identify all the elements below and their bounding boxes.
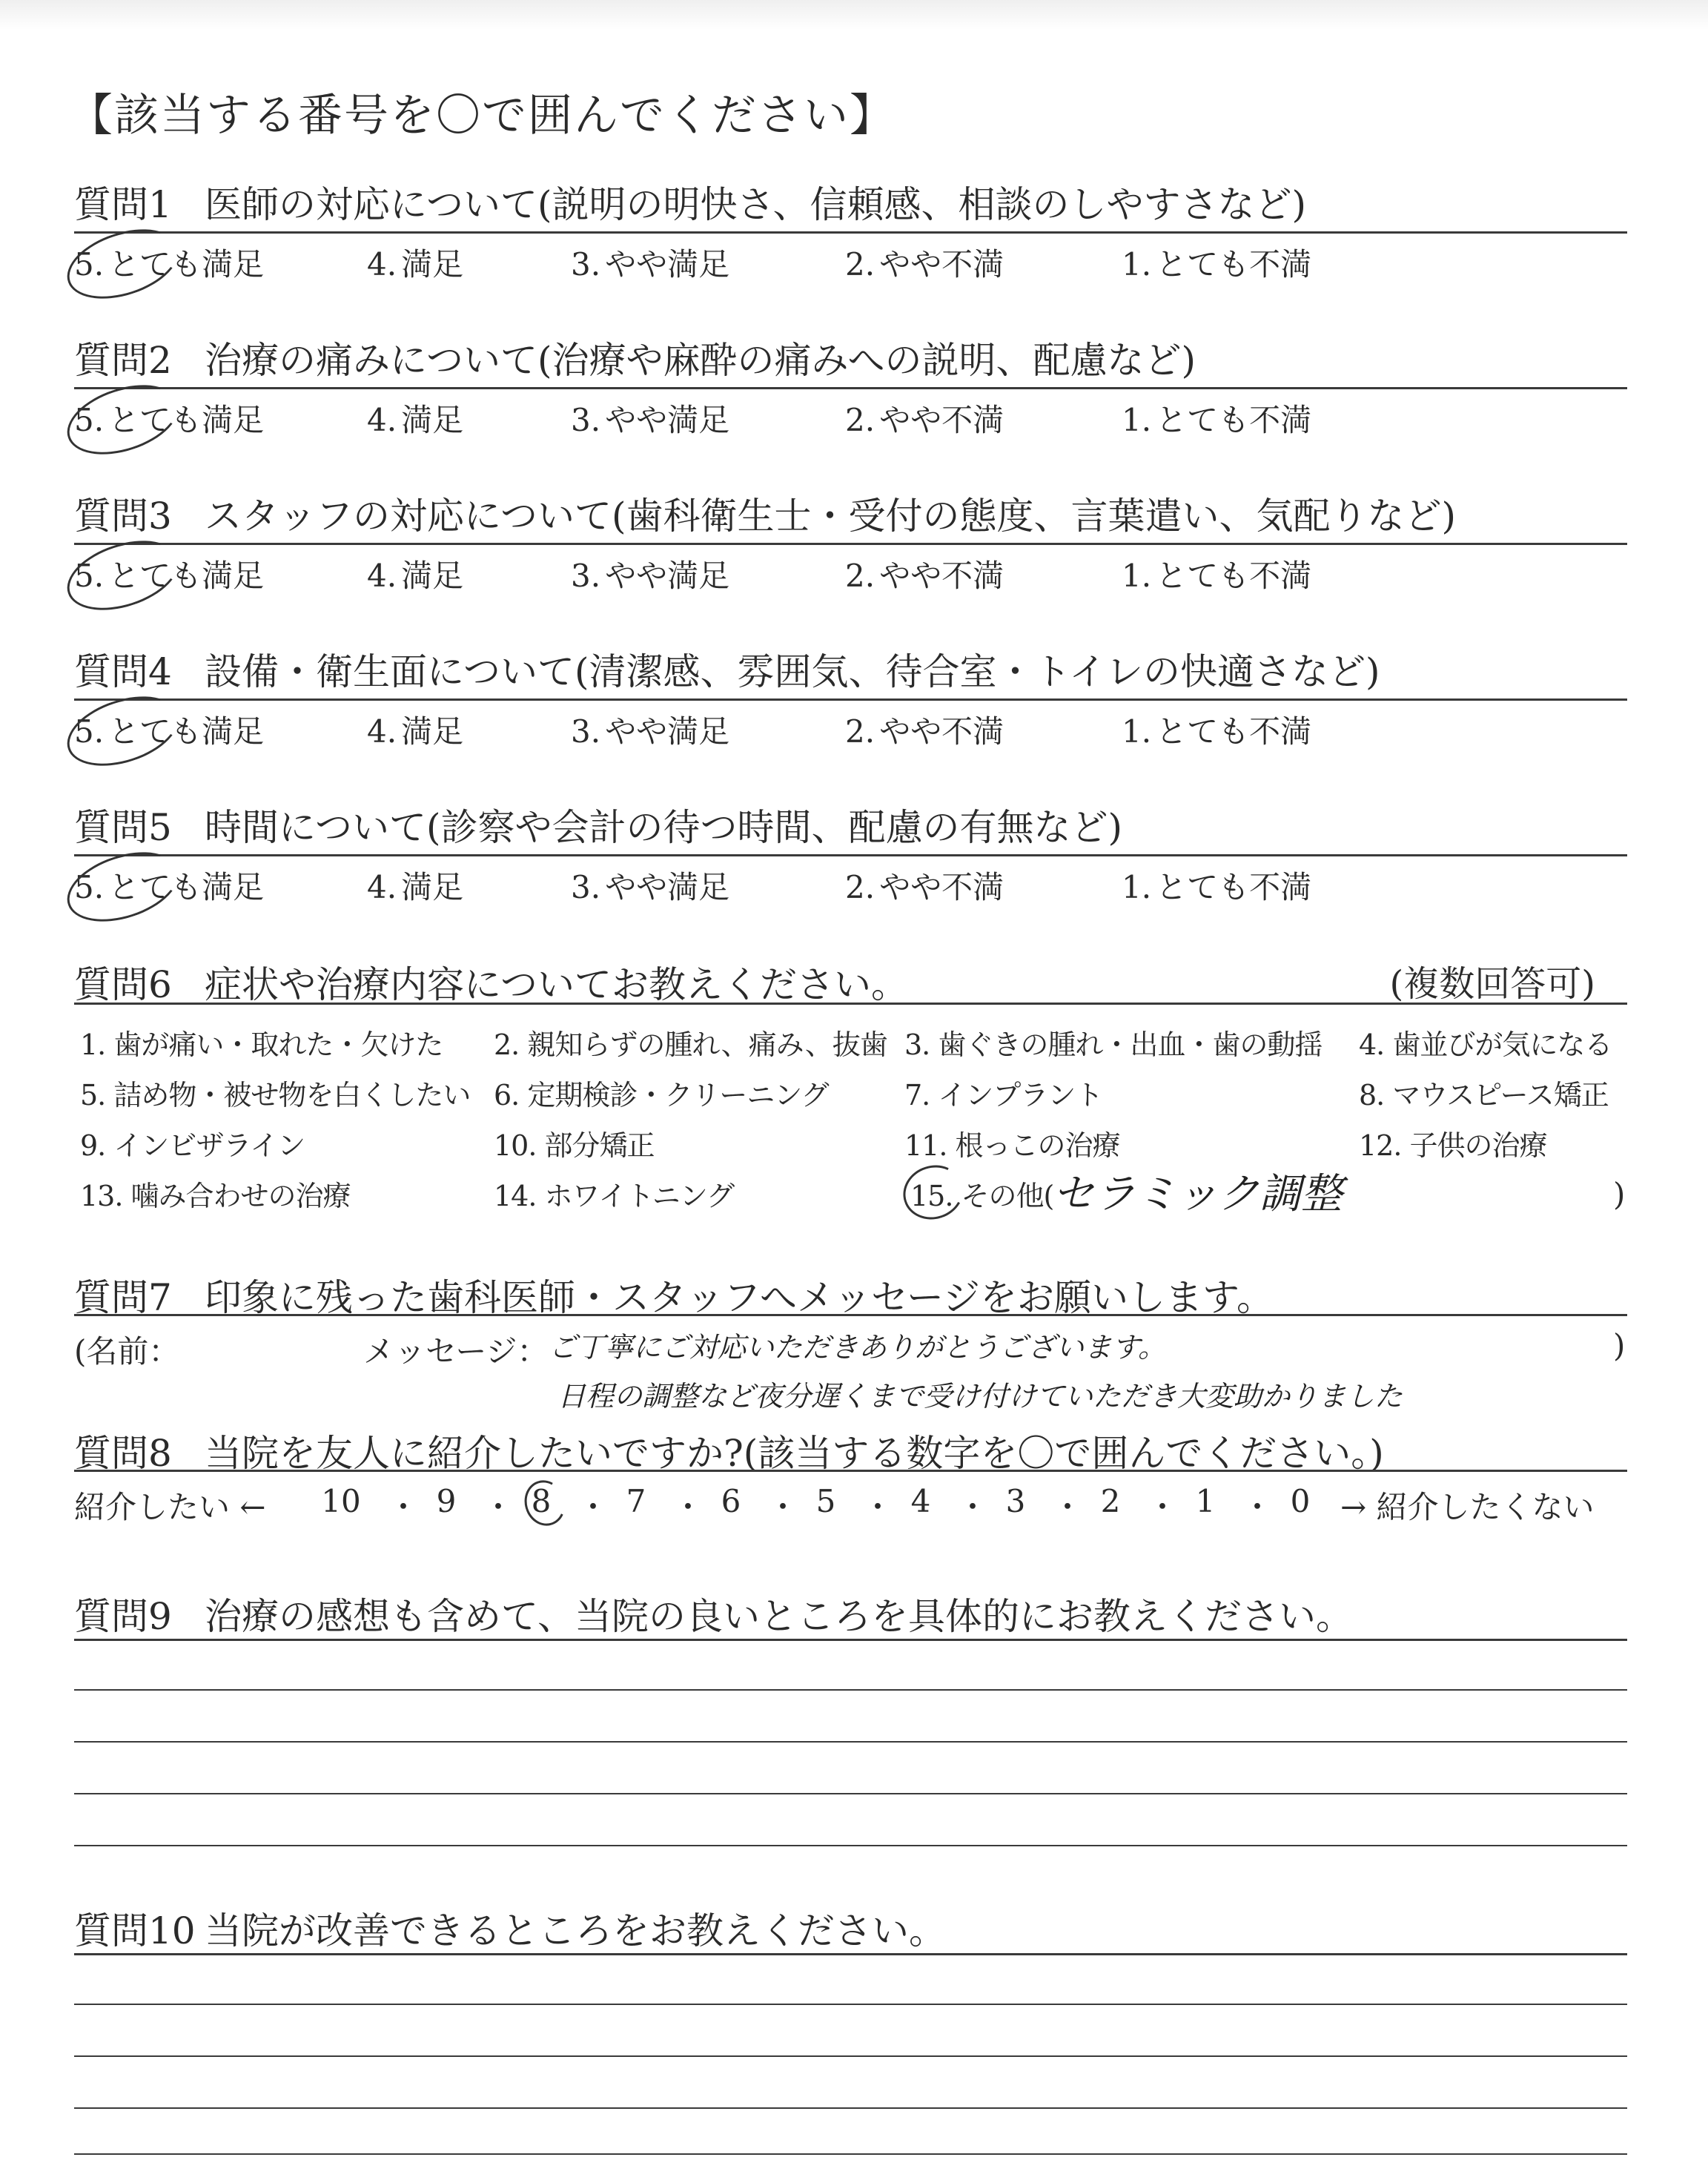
q8-rule [74, 1470, 1627, 1472]
option-label: やや不満 [879, 558, 1004, 594]
option-number: 5. [74, 246, 105, 283]
q8-sep: ・ [767, 1489, 799, 1525]
option-label: やや満足 [605, 246, 730, 283]
option-label: とても不満 [1156, 713, 1312, 750]
q8-left-label: 紹介したい ← [74, 1489, 266, 1525]
q8-sep: ・ [957, 1489, 989, 1525]
q6-item-1[interactable]: 1. 歯が痛い・取れた・欠けた [80, 1028, 443, 1061]
q9-answer-line[interactable] [74, 1793, 1627, 1794]
q1-text: 医師の対応について(説明の明快さ、信頼感、相談のしやすさなど) [205, 183, 1307, 226]
q8-right-label: → 紹介したくない [1340, 1489, 1595, 1525]
q8-scale-7[interactable]: 7 [626, 1483, 646, 1519]
q7-close: ) [1613, 1327, 1626, 1364]
q7-message-label: メッセージ： [363, 1333, 549, 1370]
q10-answer-line[interactable] [74, 2055, 1627, 2057]
option-number: 5. [74, 402, 105, 438]
q3-option-4[interactable] [367, 552, 463, 596]
q8-scale-6[interactable]: 6 [721, 1483, 741, 1519]
q8-scale-4[interactable]: 4 [910, 1483, 931, 1519]
option-number: 3. [571, 402, 601, 438]
q2-number: 質問2 [74, 339, 172, 382]
option-label: やや満足 [605, 402, 730, 438]
option-number: 2. [845, 402, 875, 438]
option-label: 満足 [401, 713, 464, 750]
option-number: 1. [1122, 558, 1152, 594]
option-label: やや不満 [879, 246, 1004, 283]
option-label: やや満足 [605, 713, 730, 750]
option-label: とても満足 [108, 402, 265, 438]
option-number: 3. [571, 558, 601, 594]
q5-option-4[interactable] [367, 863, 463, 908]
q4-rule [74, 698, 1627, 701]
option-label: 満足 [401, 246, 464, 283]
option-number: 4. [367, 713, 397, 750]
q5-option-3[interactable] [571, 863, 729, 908]
q1-rule [74, 231, 1627, 234]
option-label: 満足 [401, 402, 464, 438]
q6-item-8[interactable]: 8. マウスピース矯正 [1359, 1079, 1609, 1112]
q4-option-2[interactable] [845, 707, 1004, 752]
page-heading: 【該当する番号を〇で囲んでください】 [68, 90, 896, 142]
option-number: 1. [1122, 869, 1152, 905]
option-number: 5. [74, 713, 105, 750]
q10-answer-line[interactable] [74, 2153, 1627, 2155]
option-number: 3. [571, 713, 601, 750]
q2-rule [74, 387, 1627, 389]
q6-item-9[interactable]: 9. インビザライン [80, 1129, 305, 1162]
q8-scale-1[interactable]: 1 [1195, 1483, 1216, 1519]
q5-number: 質問5 [74, 806, 172, 849]
option-number: 5. [74, 869, 105, 905]
q4-text: 設備・衛生面について(清潔感、雰囲気、待合室・トイレの快適さなど) [205, 650, 1380, 693]
option-label: とても満足 [108, 558, 265, 594]
q6-title [74, 955, 908, 1008]
q8-number: 質問8 [74, 1432, 172, 1475]
q9-answer-line[interactable] [74, 1741, 1627, 1743]
option-label: 満足 [401, 558, 464, 594]
q2-title [74, 331, 1196, 384]
q1-option-3[interactable] [571, 240, 729, 285]
q5-text: 時間について(診察や会計の待つ時間、配慮の有無など) [205, 806, 1123, 849]
q10-rule [74, 1953, 1627, 1955]
q2-option-2[interactable] [845, 396, 1004, 440]
q10-title [74, 1901, 946, 1955]
q8-scale-5[interactable]: 5 [815, 1483, 836, 1519]
q7-text: 印象に残った歯科医師・スタッフへメッセージをお願いします。 [205, 1276, 1274, 1319]
option-label: やや不満 [879, 402, 1004, 438]
q6-item-10[interactable]: 10. 部分矯正 [494, 1129, 655, 1162]
q7-message-line2: 日程の調整など夜分遅くまで受け付けていただき大変助かりました [557, 1380, 1403, 1413]
q1-option-1[interactable] [1122, 240, 1311, 285]
q10-answer-line[interactable] [74, 2004, 1627, 2005]
q4-option-4[interactable] [367, 707, 463, 752]
option-number: 4. [367, 402, 397, 438]
q6-selected-circle [896, 1157, 970, 1227]
q8-sep: ・ [388, 1489, 420, 1525]
option-number: 5. [74, 558, 105, 594]
q3-option-2[interactable] [845, 552, 1004, 596]
option-label: とても不満 [1156, 402, 1312, 438]
q4-number: 質問4 [74, 650, 172, 693]
option-number: 3. [571, 246, 601, 283]
q3-text: スタッフの対応について(歯科衛生士・受付の態度、言葉遣い、気配りなど) [205, 495, 1457, 538]
option-number: 4. [367, 869, 397, 905]
q2-text: 治療の痛みについて(治療や麻酔の痛みへの説明、配慮など) [205, 339, 1196, 382]
q1-option-4[interactable] [367, 240, 463, 285]
option-label: とても不満 [1156, 869, 1312, 905]
q5-rule [74, 854, 1627, 856]
q3-option-1[interactable] [1122, 552, 1311, 596]
q8-sep: ・ [577, 1489, 609, 1525]
q8-sep: ・ [862, 1489, 894, 1525]
option-number: 2. [845, 246, 875, 283]
option-number: 1. [1122, 246, 1152, 283]
q3-option-3[interactable] [571, 552, 729, 596]
q8-scale-8[interactable]: 8 [531, 1483, 552, 1519]
q8-sep: ・ [1147, 1489, 1179, 1525]
option-label: やや満足 [605, 869, 730, 905]
q8-sep: ・ [1242, 1489, 1274, 1525]
option-label: やや満足 [605, 558, 730, 594]
option-label: 満足 [401, 869, 464, 905]
q10-number: 質問10 [74, 1909, 196, 1952]
q8-scale-0[interactable]: 0 [1290, 1483, 1311, 1519]
q6-multi-note: (複数回答可) [1389, 963, 1595, 1005]
q8-text: 当院を友人に紹介したいですか?(該当する数字を〇で囲んでください。) [205, 1432, 1384, 1475]
q10-text: 当院が改善できるところをお教えください。 [205, 1909, 946, 1952]
q6-item-7[interactable]: 7. インプラント [904, 1079, 1103, 1112]
option-number: 2. [845, 869, 875, 905]
option-number: 2. [845, 558, 875, 594]
scan-top-band [0, 0, 1708, 30]
q9-text: 治療の感想も含めて、当院の良いところを具体的にお教えください。 [205, 1595, 1353, 1638]
option-label: とても不満 [1156, 246, 1312, 283]
q2-option-3[interactable] [571, 396, 729, 440]
q2-option-4[interactable] [367, 396, 463, 440]
q6-item-6[interactable]: 6. 定期検診・クリーニング [494, 1079, 829, 1112]
q2-option-1[interactable] [1122, 396, 1311, 440]
option-number: 1. [1122, 402, 1152, 438]
q4-option-1[interactable] [1122, 707, 1311, 752]
q5-option-1[interactable] [1122, 863, 1311, 908]
q6-item-4[interactable]: 4. 歯並びが気になる [1359, 1028, 1612, 1061]
q6-item-2[interactable]: 2. 親知らずの腫れ、痛み、抜歯 [494, 1028, 887, 1061]
q1-number: 質問1 [74, 183, 172, 226]
q6-item-5[interactable]: 5. 詰め物・被せ物を白くしたい [80, 1079, 471, 1112]
q8-scale-3[interactable]: 3 [1005, 1483, 1026, 1519]
q8-scale-9[interactable]: 9 [436, 1483, 457, 1519]
q9-rule [74, 1639, 1627, 1641]
option-label: やや不満 [879, 869, 1004, 905]
q3-title [74, 486, 1456, 540]
q9-answer-line[interactable] [74, 1845, 1627, 1846]
q7-rule [74, 1314, 1627, 1316]
option-number: 1. [1122, 713, 1152, 750]
option-number: 2. [845, 713, 875, 750]
option-number: 4. [367, 558, 397, 594]
option-label: とても不満 [1156, 558, 1312, 594]
q5-option-2[interactable] [845, 863, 1004, 908]
q7-number: 質問7 [74, 1276, 172, 1319]
option-label: やや不満 [879, 713, 1004, 750]
q4-option-3[interactable] [571, 707, 729, 752]
q6-other-handwritten: セラミック調整 [1053, 1170, 1343, 1218]
q8-sep: ・ [672, 1489, 704, 1525]
option-number: 4. [367, 246, 397, 283]
q8-sep: ・ [483, 1489, 514, 1525]
q9-answer-line[interactable] [74, 1689, 1627, 1691]
q1-option-2[interactable] [845, 240, 1004, 285]
q7-message-line1: ご丁寧にご対応いただきありがとうございます。 [549, 1331, 1166, 1364]
q4-title [74, 642, 1380, 696]
q8-scale-2[interactable]: 2 [1100, 1483, 1121, 1519]
q6-item-11[interactable]: 11. 根っこの治療 [904, 1129, 1120, 1162]
q6-other-close: ) [1613, 1176, 1626, 1212]
q9-number: 質問9 [74, 1595, 172, 1638]
q6-number: 質問6 [74, 963, 172, 1006]
q6-item-13[interactable]: 13. 噛み合わせの治療 [80, 1180, 351, 1212]
q6-item-12[interactable]: 12. 子供の治療 [1359, 1129, 1547, 1162]
q8-scale-10[interactable]: 10 [321, 1483, 361, 1519]
q6-text: 症状や治療内容についてお教えください。 [205, 963, 908, 1006]
q6-item-3[interactable]: 3. 歯ぐきの腫れ・出血・歯の動揺 [904, 1028, 1323, 1061]
option-label: とても満足 [108, 869, 265, 905]
q6-item-15[interactable]: 15. その他( [910, 1180, 1054, 1212]
option-label: とても満足 [108, 246, 265, 283]
q6-rule [74, 1003, 1627, 1005]
q5-title [74, 798, 1122, 851]
q7-name-label: (名前： [74, 1333, 180, 1370]
q1-title [74, 175, 1306, 228]
q10-answer-line[interactable] [74, 2107, 1627, 2109]
q8-sep: ・ [1052, 1489, 1084, 1525]
q6-item-14[interactable]: 14. ホワイトニング [494, 1180, 735, 1212]
q9-title [74, 1587, 1353, 1640]
option-label: とても満足 [108, 713, 265, 750]
option-number: 3. [571, 869, 601, 905]
q3-number: 質問3 [74, 495, 172, 538]
q3-rule [74, 543, 1627, 545]
